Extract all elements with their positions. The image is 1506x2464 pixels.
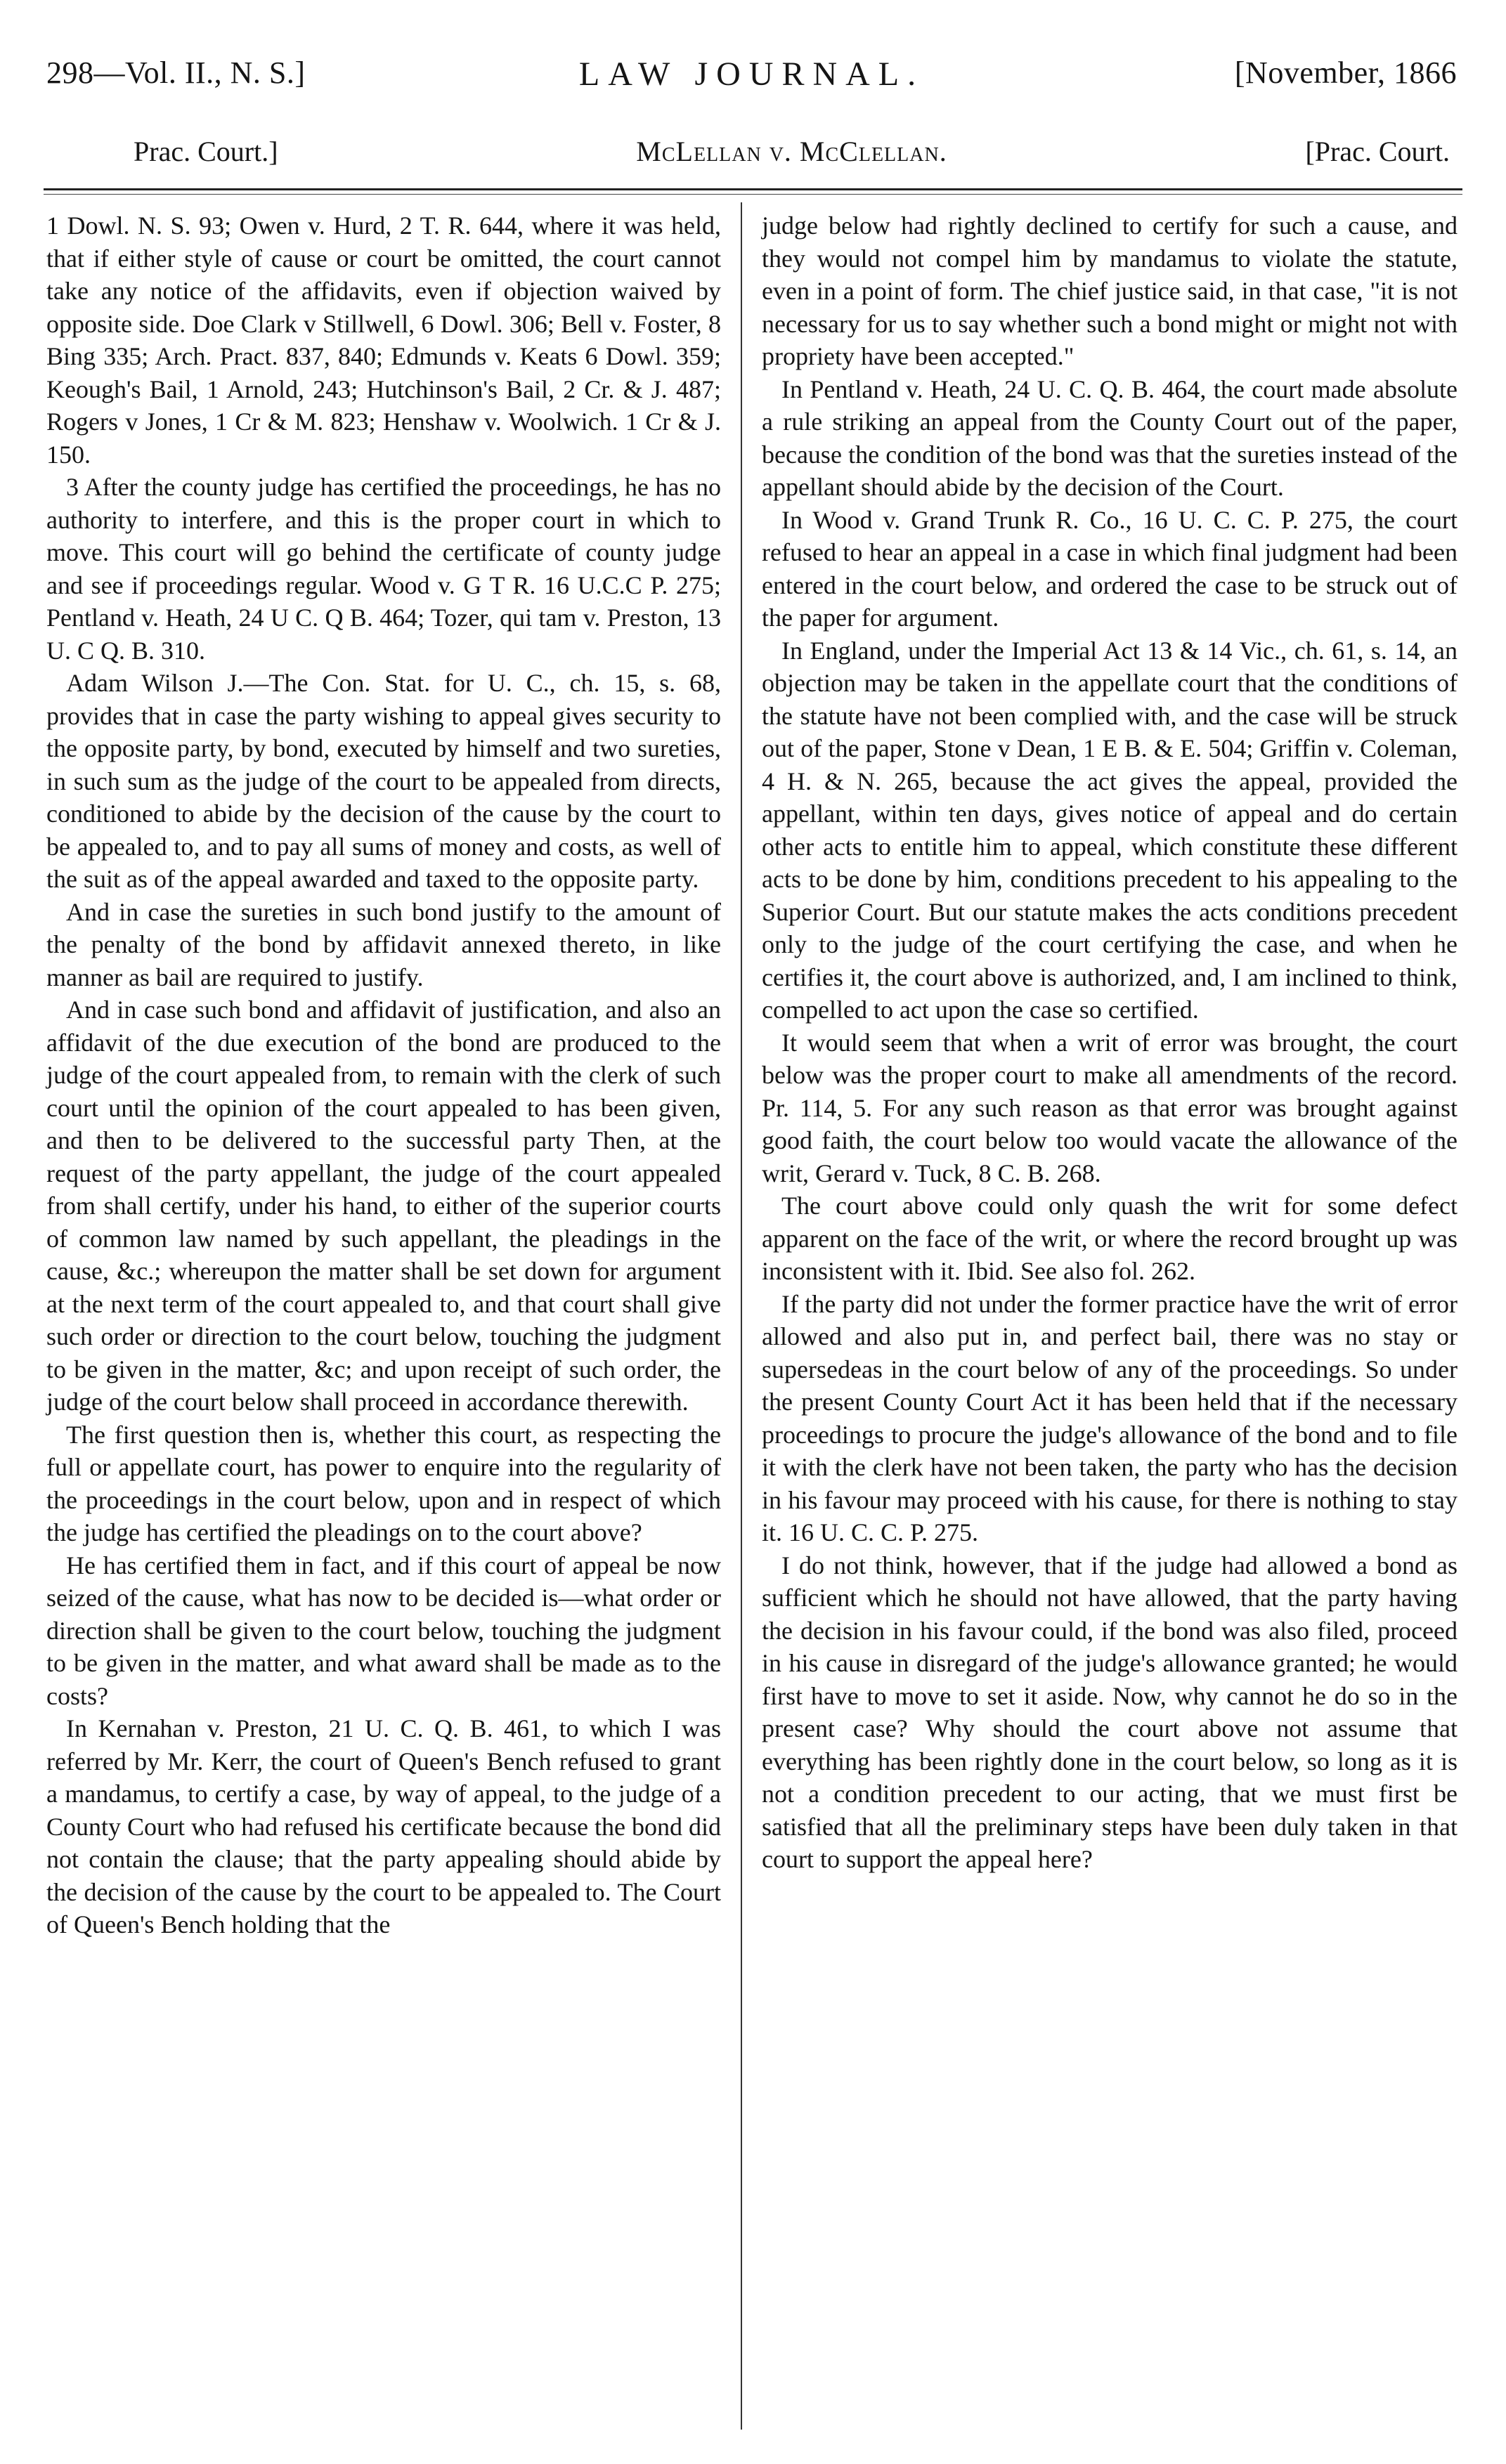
header-rule [44, 188, 1462, 190]
right-column [762, 209, 1458, 1876]
header-rule-thin [44, 194, 1462, 195]
paragraph: If the party did not under the former practice have the writ of error allowed and also put in, and perfect bail, there was no stay or supersedeas in the court below of any of the proceedings. So under the present County Court Act it has been held that if the necessary proceedings to procure the judge's allowance of the bond and to file it with the clerk have not been taken, the party who has the decision in his favour may proceed with his cause, for there is nothing to stay it. 16 U. C. C. P. 275. [762, 1289, 1458, 1546]
paragraph: It would seem that when a writ of error was brought, the court below was the proper court to make all amendments of the record. Pr. 114, 5. For any such reason as that error was brought against good faith, the court below too would vacate the allowance of the writ, Gerard v. Tuck, 8 C. B. 268. [762, 1028, 1458, 1187]
paragraph: In Pentland v. Heath, 24 U. C. Q. B. 464, the court made absolute a rule striking an appeal from the County Court out of the paper, because the condition of the bond was that the sureties instead of the appellant should abide by the decision of the Court. [762, 374, 1458, 501]
paragraph: In Kernahan v. Preston, 21 U. C. Q. B. 461, to which I was referred by Mr. Kerr, the court of Queen's Bench refused to grant a mandamus, to certify a case, by way of appeal, to the judge of a County Court who had refused his certificate because the bond did not contain the clause; that the party appealing should abide by the decision of the cause by the court to be appealed to. The Court of Queen's Bench holding that the [46, 1714, 721, 1938]
paragraph: The court above could only quash the writ for some defect apparent on the face of the writ, or where the record brought up was inconsistent with it. Ibid. See also fol. 262. [762, 1192, 1458, 1285]
paragraph: In Wood v. Grand Trunk R. Co., 16 U. C. C. P. 275, the court refused to hear an appeal in a case in which final judgment had been entered in the court below, and ordered the case to be struck out of the paper for argument. [762, 505, 1458, 632]
paragraph: 1 Dowl. N. S. 93; Owen v. Hurd, 2 T. R. 644, where it was held, that if either style of cause or court be omitted, the court cannot take any notice of the affidavits, even if objection waived by opposite side. Doe Clark v Stillwell, 6 Dowl. 306; Bell v. Foster, 8 Bing 335; Arch. Pract. 837, 840; Edmunds v. Keats 6 Dowl. 359; Keough's Bail, 1 Arnold, 243; Hutchinson's Bail, 2 Cr. & J. 487; Rogers v Jones, 1 Cr & M. 823; Henshaw v. Woolwich. 1 Cr & J. 150. [46, 211, 721, 469]
case-header [134, 135, 1450, 177]
case-title: McLellan v. McClellan. [636, 136, 947, 167]
paragraph: 3 After the county judge has certified the proceedings, he has no authority to interfere, and this is the proper court in which to move. This court will go behind the certificate of county judge and see if proceedings regular. Wood v. G T R. 16 U.C.C P. 275; Pentland v. Heath, 24 U C. Q B. 464; Tozer, qui tam v. Preston, 13 U. C Q. B. 310. [46, 473, 721, 665]
left-column [46, 209, 721, 1941]
court-label-right: [Prac. Court. [1305, 136, 1450, 167]
paragraph: judge below had rightly declined to certify for such a cause, and they would not compel him by mandamus to violate the statute, even in a point of form. The chief justice said, in that case, "it is not necessary for us to say whether such a bond might or might not with propriety have been accepted." [762, 211, 1458, 370]
paragraph: In England, under the Imperial Act 13 & 14 Vic., ch. 61, s. 14, an objection may be taken in the appellate court that the conditions of the statute have not been complied with, and the case will be struck out of the paper, Stone v Dean, 1 E B. & E. 504; Griffin v. Coleman, 4 H. & N. 265, because the act gives the appeal, provided the appellant, within ten days, gives notice of appeal and do certain other acts to entitle him to appeal, which constitute these different acts to be done by him, conditions precedent to his appealing to the Superior Court. But our statute makes the acts conditions precedent only to the judge of the court certifying the case, and when he certifies it, the court above is authorized, and, I am inclined to think, compelled to act upon the case so certified. [762, 636, 1458, 1024]
paragraph: The first question then is, whether this court, as respecting the full or appellate court, has power to enquire into the regularity of the proceedings in the court below, upon and in respect of which the judge has certified the pleadings on to the court above? [46, 1420, 721, 1546]
issue-date: [November, 1866 [1234, 56, 1457, 90]
paragraph: And in case the sureties in such bond justify to the amount of the penalty of the bond by affidavit annexed thereto, in like manner as bail are required to justify. [46, 897, 721, 991]
volume-page-number: 298—Vol. II., N. S.] [46, 56, 306, 90]
paragraph: Adam Wilson J.—The Con. Stat. for U. C., ch. 15, s. 68, provides that in case the party wishing to appeal gives security to the opposite party, by bond, executed by himself and two sureties, in such sum as the judge of the court to be appealed from directs, conditioned to abide by the decision of the cause by the court to be appealed to, and to pay all sums of money and costs, as well of the suit as of the appeal awarded and taxed to the opposite party. [46, 669, 721, 893]
court-label-left: Prac. Court.] [134, 136, 278, 167]
journal-title: LAW JOURNAL. [578, 56, 925, 93]
running-header [46, 55, 1457, 111]
paragraph: He has certified them in fact, and if this court of appeal be now seized of the cause, what has now to be decided is—what order or direction shall be given to the court below, touching the judgment to be given in the matter, and what award shall be made as to the costs? [46, 1551, 721, 1710]
paragraph: I do not think, however, that if the judge had allowed a bond as sufficient which he should not have allowed, that the party having the decision in his favour could, if the bond was also filed, proceed in his cause in disregard of the judge's allowance granted; he would first have to move to set it aside. Now, why cannot he do so in the present case? Why should the court above not assume that everything has been rightly done in the court below, so long as it is not a condition precedent to our acting, that we must first be satisfied that all the preliminary steps have been duly taken in that court to support the appeal here? [762, 1551, 1458, 1873]
column-divider [741, 202, 742, 2430]
paragraph: And in case such bond and affidavit of justification, and also an affidavit of the due execution of the bond are produced to the judge of the court appealed from, to remain with the clerk of such court until the opinion of the court appealed to has been given, and then to be delivered to the successful party Then, at the request of the party appellant, the judge of the court appealed from shall certify, under his hand, to either of the superior courts of common law named by such appellant, the pleadings in the cause, &c.; whereupon the matter shall be set down for argument at the next term of the court appealed to, and that court shall give such order or direction to the court below, touching the judgment to be given in the matter, &c; and upon receipt of such order, the judge of the court below shall proceed in accordance therewith. [46, 996, 721, 1416]
